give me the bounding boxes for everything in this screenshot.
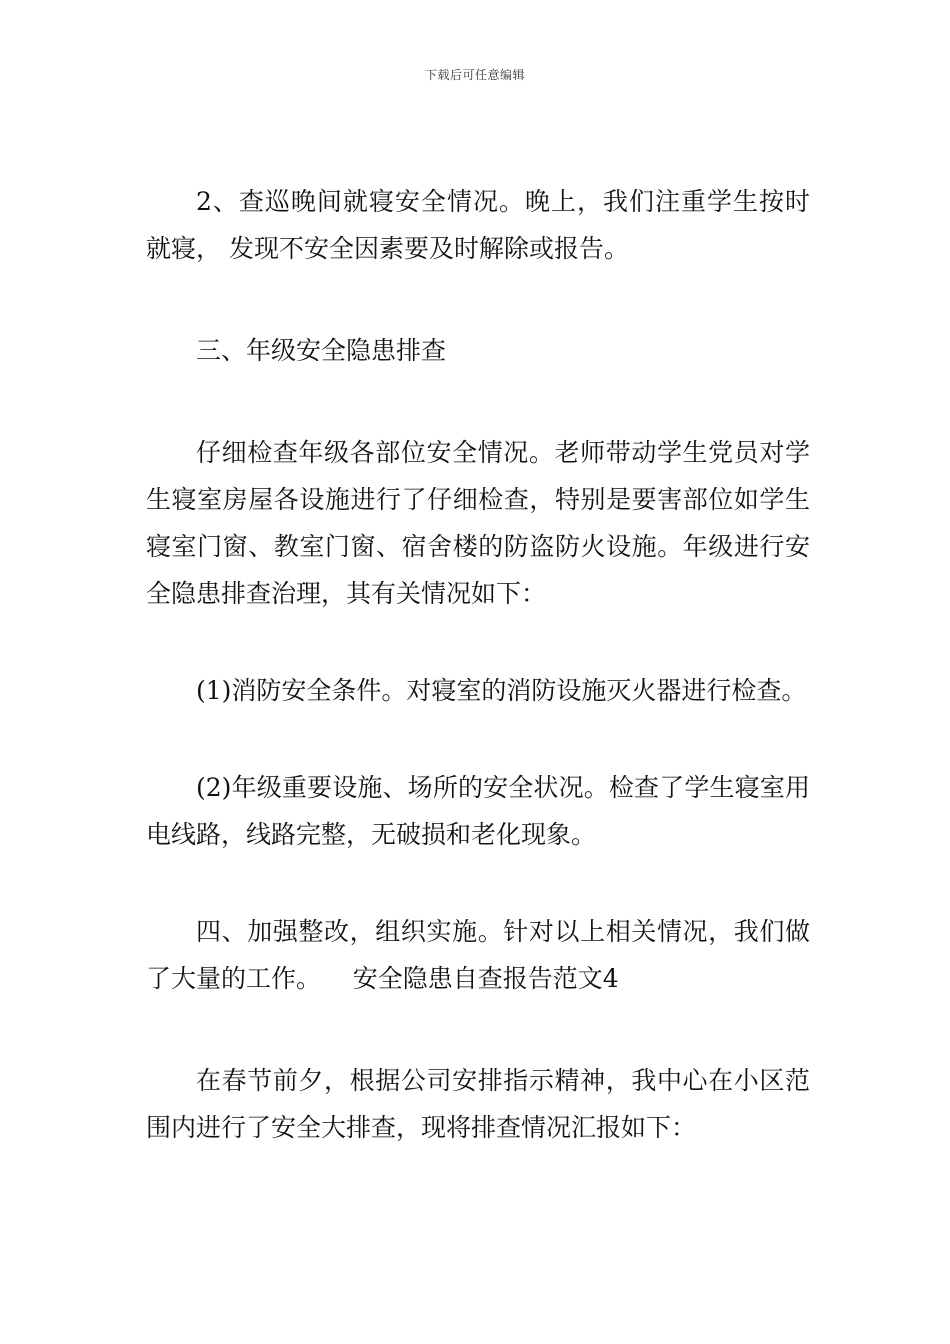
paragraph-facilities-safety: (2)年级重要设施、场所的安全状况。检查了学生寝室用电线路，线路完整，无破损和老化现象。	[146, 773, 810, 849]
paragraph-fire-safety: (1)消防安全条件。对寝室的消防设施灭火器进行检查。	[196, 676, 807, 705]
section-heading-grade-inspection: 三、年级安全隐患排查	[196, 336, 447, 365]
paragraph-rectification: 四、加强整改，组织实施。针对以上相关情况，我们做了大量的工作。 安全隐患自查报告范文4	[146, 917, 810, 993]
paragraph-evening-check: 2、查巡晚间就寝安全情况。晚上，我们注重学生按时就寝， 发现不安全因素要及时解除或报告。	[146, 187, 810, 263]
paragraph-grade-inspection: 仔细检查年级各部位安全情况。老师带动学生党员对学生寝室房屋各设施进行了仔细检查，特别是要害部位如学生寝室门窗、教室门窗、宿舍楼的防盗防火设施。年级进行安全隐患排查治理，其有关情况如下：	[146, 438, 810, 608]
paragraph-spring-festival: 在春节前夕，根据公司安排指示精神，我中心在小区范围内进行了安全大排查，现将排查情况汇报如下：	[146, 1066, 810, 1142]
page-header: 下载后可任意编辑	[424, 68, 525, 82]
document-body	[146, 178, 810, 1151]
